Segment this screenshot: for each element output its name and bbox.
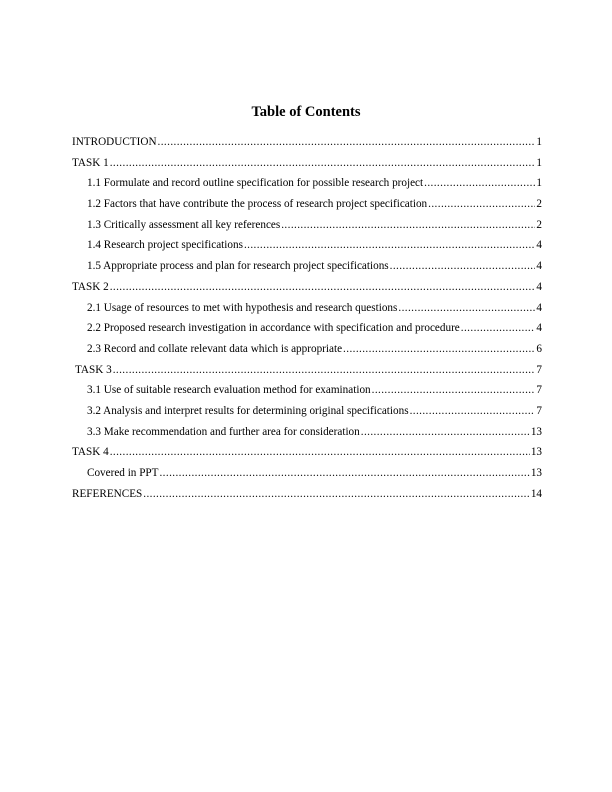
toc-entry-2-1[interactable] bbox=[72, 301, 542, 322]
toc-entry-page: 7 bbox=[536, 363, 542, 376]
toc-entry-1-3[interactable] bbox=[72, 218, 542, 239]
toc-dot-leader bbox=[110, 280, 536, 294]
toc-entry-label: 1.1 Formulate and record outline specification for possible research project bbox=[87, 177, 424, 190]
toc-dot-leader bbox=[398, 301, 535, 315]
toc-entry-label: Covered in PPT bbox=[87, 467, 159, 479]
toc-entry-page: 14 bbox=[530, 487, 542, 500]
toc-dot-leader bbox=[390, 259, 536, 273]
toc-entry-task-3[interactable] bbox=[72, 363, 542, 384]
toc-dot-leader bbox=[244, 238, 535, 252]
toc-entry-page: 4 bbox=[536, 260, 542, 273]
toc-entry-page: 13 bbox=[530, 446, 542, 459]
toc-entry-page: 2 bbox=[536, 218, 542, 231]
toc-dot-leader bbox=[410, 404, 536, 418]
toc-entry-page: 13 bbox=[530, 425, 542, 438]
toc-entry-1-5[interactable] bbox=[72, 259, 542, 280]
toc-dot-leader bbox=[110, 156, 536, 170]
toc-entry-task-1[interactable] bbox=[72, 156, 542, 177]
toc-dot-leader bbox=[110, 445, 530, 459]
toc-entry-1-4[interactable] bbox=[72, 238, 542, 259]
toc-entry-label: 1.4 Research project specifications bbox=[87, 239, 243, 252]
toc-entry-label: REFERENCES bbox=[72, 487, 143, 500]
toc-dot-leader bbox=[428, 197, 535, 211]
toc-entry-page: 4 bbox=[536, 301, 542, 314]
toc-entry-page: 1 bbox=[536, 136, 542, 148]
toc-entry-introduction[interactable] bbox=[72, 135, 542, 156]
toc-entry-page: 7 bbox=[536, 404, 542, 417]
toc-entry-label: 2.1 Usage of resources to met with hypothesis and research questions bbox=[87, 301, 398, 314]
toc-entry-page: 6 bbox=[536, 342, 542, 355]
toc-dot-leader bbox=[343, 342, 535, 356]
toc-entry-page: 7 bbox=[536, 384, 542, 397]
toc-entry-task-2[interactable] bbox=[72, 280, 542, 301]
toc-entry-page: 4 bbox=[536, 280, 542, 293]
toc-entry-label: 3.2 Analysis and interpret results for determining original specifications bbox=[87, 404, 409, 417]
toc-dot-leader bbox=[461, 321, 536, 335]
toc-entry-3-3[interactable] bbox=[72, 425, 542, 446]
toc-dot-leader bbox=[113, 363, 536, 377]
toc-dot-leader bbox=[143, 487, 530, 501]
toc-entry-label: TASK 3 bbox=[75, 363, 112, 376]
toc-entry-2-3[interactable] bbox=[72, 342, 542, 363]
toc-dot-leader bbox=[361, 425, 530, 439]
toc-entry-label: 3.1 Use of suitable research evaluation method for examination bbox=[87, 384, 371, 397]
toc-entry-2-2[interactable] bbox=[72, 321, 542, 342]
toc-entry-task-4[interactable] bbox=[72, 445, 542, 466]
toc-dot-leader bbox=[372, 383, 536, 397]
toc-entry-page: 13 bbox=[530, 467, 542, 479]
toc-entry-label: TASK 2 bbox=[72, 280, 109, 293]
toc-title: Table of Contents bbox=[251, 104, 361, 120]
toc-entry-3-1[interactable] bbox=[72, 383, 542, 404]
toc-entry-1-2[interactable] bbox=[72, 197, 542, 218]
toc-dot-leader bbox=[158, 135, 536, 149]
toc-dot-leader bbox=[424, 176, 535, 190]
toc-entry-page: 1 bbox=[536, 156, 542, 169]
toc-entry-label: 2.3 Record and collate relevant data which is appropriate bbox=[87, 342, 343, 355]
toc-entry-label: TASK 1 bbox=[72, 156, 109, 169]
toc-dot-leader bbox=[281, 218, 535, 232]
toc-entry-label: 1.3 Critically assessment all key references bbox=[87, 218, 281, 231]
toc-entry-label: TASK 4 bbox=[72, 446, 109, 459]
toc-entry-label: 1.5 Appropriate process and plan for research project specifications bbox=[87, 260, 389, 273]
toc-entry-references[interactable] bbox=[72, 487, 542, 508]
toc-entry-page: 2 bbox=[536, 198, 542, 211]
toc-entry-label: 2.2 Proposed research investigation in accordance with specification and procedure bbox=[87, 322, 460, 335]
toc-entry-label: INTRODUCTION bbox=[72, 136, 157, 148]
toc-entry-page: 4 bbox=[536, 239, 542, 252]
toc-entry-label: 3.3 Make recommendation and further area for consideration bbox=[87, 425, 360, 438]
toc-entry-covered-in-ppt[interactable] bbox=[72, 466, 542, 487]
toc-dot-leader bbox=[159, 466, 529, 480]
toc-entry-3-2[interactable] bbox=[72, 404, 542, 425]
table-of-contents bbox=[72, 135, 542, 507]
toc-entry-page: 1 bbox=[536, 177, 542, 190]
toc-entry-page: 4 bbox=[536, 322, 542, 335]
toc-entry-label: 1.2 Factors that have contribute the process of research project specification bbox=[87, 198, 428, 211]
toc-entry-1-1[interactable] bbox=[72, 176, 542, 197]
